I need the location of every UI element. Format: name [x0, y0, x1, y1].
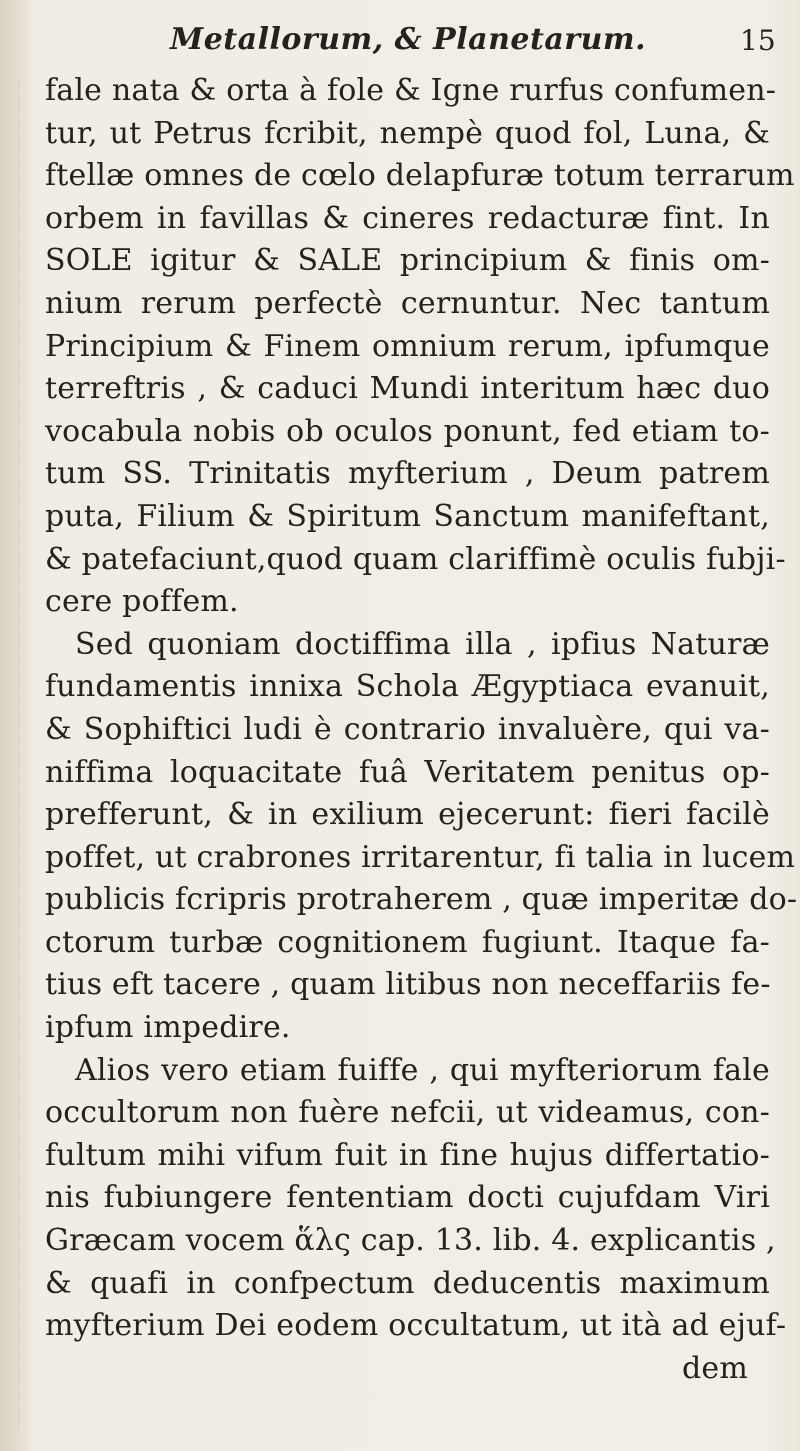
text-line: ipfum impedire.	[45, 1010, 291, 1046]
text-line: occultorum non fuère nefcii, ut videamus, con-	[45, 1095, 770, 1131]
text-line: publicis fcripris protraherem , quæ imperitæ do-	[45, 882, 798, 918]
text-line: & quafi in confpectum deducentis maximum	[45, 1265, 770, 1301]
text-line: poffet, ut crabrones irritarentur, fi talia in lucem	[45, 839, 796, 875]
text-line: Sed quoniam doctiffima illa , ipfius Naturæ	[75, 626, 770, 662]
text-line: ctorum turbæ cognitionem fugiunt. Itaque fa-	[45, 924, 770, 960]
text-line: cere poffem.	[45, 584, 239, 620]
text-line: fale nata & orta à fole & Igne rurfus confumen-	[45, 73, 777, 108]
text-line: fundamentis innixa Schola Ægyptiaca evanuit,	[45, 669, 770, 705]
text-line: Principium & Finem omnium rerum, ipfumque	[45, 328, 770, 364]
text-line: & Sophiftici ludi è contrario invaluère, qui va-	[45, 711, 770, 747]
text-line: dem	[681, 1350, 748, 1386]
text-line: Alios vero etiam fuiffe , qui myfteriorum fale	[75, 1052, 770, 1088]
text-line: nium rerum perfectè cernuntur. Nec tantum	[45, 285, 770, 321]
text-line: myfterium Dei eodem occultatum, ut ità ad ejuf-	[45, 1308, 787, 1344]
text-line: & patefaciunt,quod quam clariffimè oculis fubji-	[45, 541, 786, 577]
text-line: prefferunt, & in exilium ejecerunt: fieri facilè	[45, 797, 770, 833]
text-line: tum SS. Trinitatis myfterium , Deum patrem	[45, 456, 770, 492]
text-line: tius eft tacere , quam litibus non neceffariis fe-	[45, 967, 771, 1003]
page-header	[0, 22, 800, 72]
text-line: Græcam vocem ἅλς cap. 13. lib. 4. explicantis ,	[45, 1223, 776, 1259]
text-line: ftellæ omnes de cœlo delapfuræ totum terrarum	[45, 158, 795, 194]
text-line: vocabula nobis ob oculos ponunt, fed etiam to-	[45, 413, 770, 449]
page-number: 15	[740, 24, 776, 57]
text-line: fultum mihi vifum fuit in fine hujus differtatio-	[45, 1137, 770, 1173]
text-line: terreftris , & caduci Mundi interitum hæc duo	[45, 371, 770, 407]
text-line: niffima loquacitate fuâ Veritatem penitus op-	[45, 754, 770, 790]
running-head: Metallorum, & Planetarum.	[170, 22, 647, 57]
text-line: SOLE igitur & SALE principium & finis om-	[45, 243, 770, 279]
text-line: nis fubiungere fententiam docti cujufdam Viri	[45, 1180, 770, 1216]
text-line: puta, Filium & Spiritum Sanctum manifeftant,	[45, 498, 770, 534]
text-line: tur, ut Petrus fcribit, nempè quod fol, Luna, &	[45, 115, 770, 151]
text-line: orbem in favillas & cineres redacturæ fint. In	[45, 200, 770, 236]
margin-shadow	[18, 80, 29, 1430]
body-text	[45, 70, 798, 1390]
